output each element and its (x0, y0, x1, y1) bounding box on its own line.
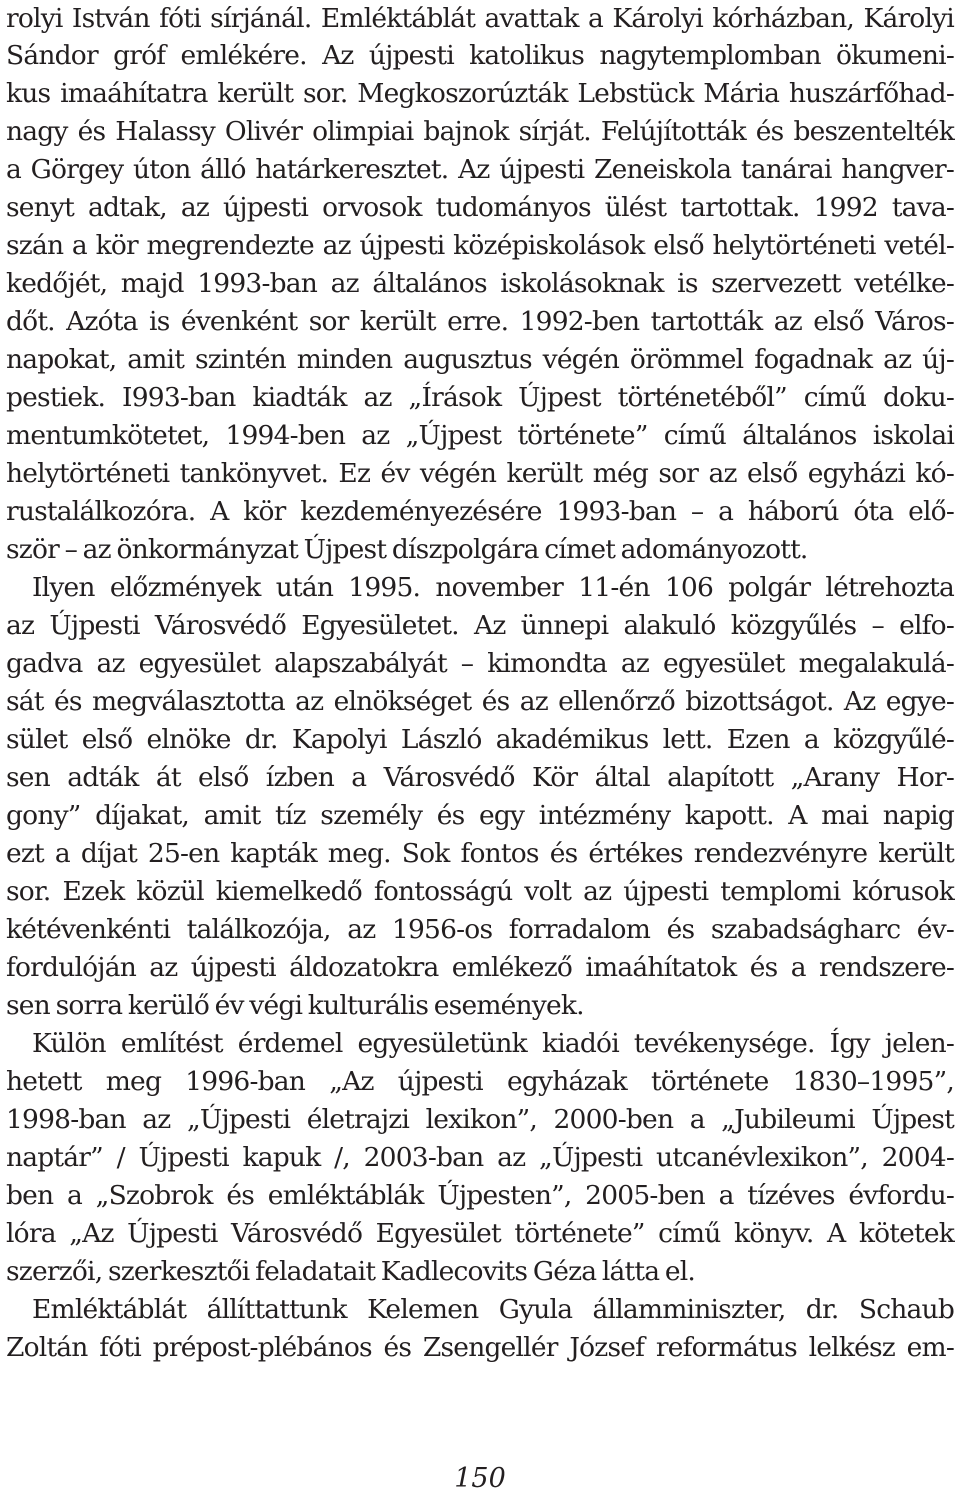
text-line: Sándor gróf emlékére. Az újpesti katolikus nagytemplomban ökumeni- (6, 40, 954, 71)
text-line: szán a kör megrendezte az újpesti középiskolások első helytörténeti vetél- (6, 230, 954, 261)
text-line: gadva az egyesület alapszabályát – kimondta az egyesület megalakulá- (6, 648, 954, 679)
text-line: dőt. Azóta is évenként sor került erre. 1992-ben tartották az első Város- (6, 306, 954, 337)
text-line: 1998-ban az „Újpesti életrajzi lexikon”, 2000-ben a „Jubileumi Újpest (6, 1104, 954, 1135)
text-line: sen adták át első ízben a Városvédő Kör által alapított „Arany Hor- (6, 762, 954, 793)
text-line: Külön említést érdemel egyesületünk kiadói tevékenysége. Így jelen- (32, 1028, 954, 1059)
text-line: szerzői, szerkesztői feladatait Kadlecovits Géza látta el. (6, 1256, 696, 1287)
text-line: rolyi István fóti sírjánál. Emléktáblát avattak a Károlyi kórházban, Károlyi (6, 3, 954, 34)
text-line: rustalálkozóra. A kör kezdeményezésére 1993-ban – a háború óta elő- (6, 496, 954, 527)
text-line: gony” díjakat, amit tíz személy és egy intézmény kapott. A mai napig (6, 800, 954, 831)
text-line: Ilyen előzmények után 1995. november 11-én 106 polgár létrehozta (32, 572, 954, 603)
text-line: mentumkötetet, 1994-ben az „Újpest története” című általános iskolai (6, 420, 954, 451)
text-line: senyt adtak, az újpesti orvosok tudományos ülést tartottak. 1992 tava- (6, 192, 954, 223)
text-line: sát és megválasztotta az elnökséget és az ellenőrző bizottságot. Az egye- (6, 686, 954, 717)
text-line: kedőjét, majd 1993-ban az általános iskolásoknak is szervezett vetélke- (6, 268, 954, 299)
text-line: pestiek. I993-ban kiadták az „Írások Újpest történetéből” című doku- (6, 382, 954, 413)
text-line: kétévenkénti találkozója, az 1956-os forradalom és szabadságharc év- (6, 914, 954, 945)
text-line: nagy és Halassy Olivér olimpiai bajnok sírját. Felújították és beszentelték (6, 116, 954, 147)
text-line: sor. Ezek közül kiemelkedő fontosságú volt az újpesti templomi kórusok (6, 876, 954, 907)
text-line: a Görgey úton álló határkeresztet. Az újpesti Zeneiskola tanárai hangver- (6, 154, 954, 185)
text-line: Emléktáblát állíttattunk Kelemen Gyula államminiszter, dr. Schaub (32, 1294, 954, 1325)
text-line: az Újpesti Városvédő Egyesületet. Az ünnepi alakuló közgyűlés – elfo- (6, 610, 954, 641)
text-line: hetett meg 1996-ban „Az újpesti egyházak története 1830–1995”, (6, 1066, 954, 1097)
text-line: napokat, amit szintén minden augusztus végén örömmel fogadnak az új- (6, 344, 954, 375)
text-line: sen sorra kerülő év végi kulturális események. (6, 990, 584, 1021)
text-line: naptár” / Újpesti kapuk /, 2003-ban az „Újpesti utcanévlexikon”, 2004- (6, 1142, 954, 1173)
text-line: fordulóján az újpesti áldozatokra emlékező imaáhítatok és a rendszere- (6, 952, 954, 983)
text-line: sület első elnöke dr. Kapolyi László akadémikus lett. Ezen a közgyűlé- (6, 724, 954, 755)
text-line: helytörténeti tankönyvet. Ez év végén került még sor az első egyházi kó- (6, 458, 954, 489)
text-line: kus imaáhítatra került sor. Megkoszorúzták Lebstück Mária huszárfőhad- (6, 78, 954, 109)
text-line: ször – az önkormányzat Újpest díszpolgára címet adományozott. (6, 534, 808, 565)
page-number: 150 (454, 1463, 506, 1494)
text-line: ben a „Szobrok és emléktáblák Újpesten”, 2005-ben a tízéves évfordu- (6, 1180, 954, 1211)
text-line: lóra „Az Újpesti Városvédő Egyesület története” című könyv. A kötetek (6, 1218, 954, 1249)
text-line: ezt a díjat 25-en kapták meg. Sok fontos és értékes rendezvényre került (6, 838, 954, 869)
text-line: Zoltán fóti prépost-plébános és Zsengellér József református lelkész em- (6, 1332, 954, 1363)
